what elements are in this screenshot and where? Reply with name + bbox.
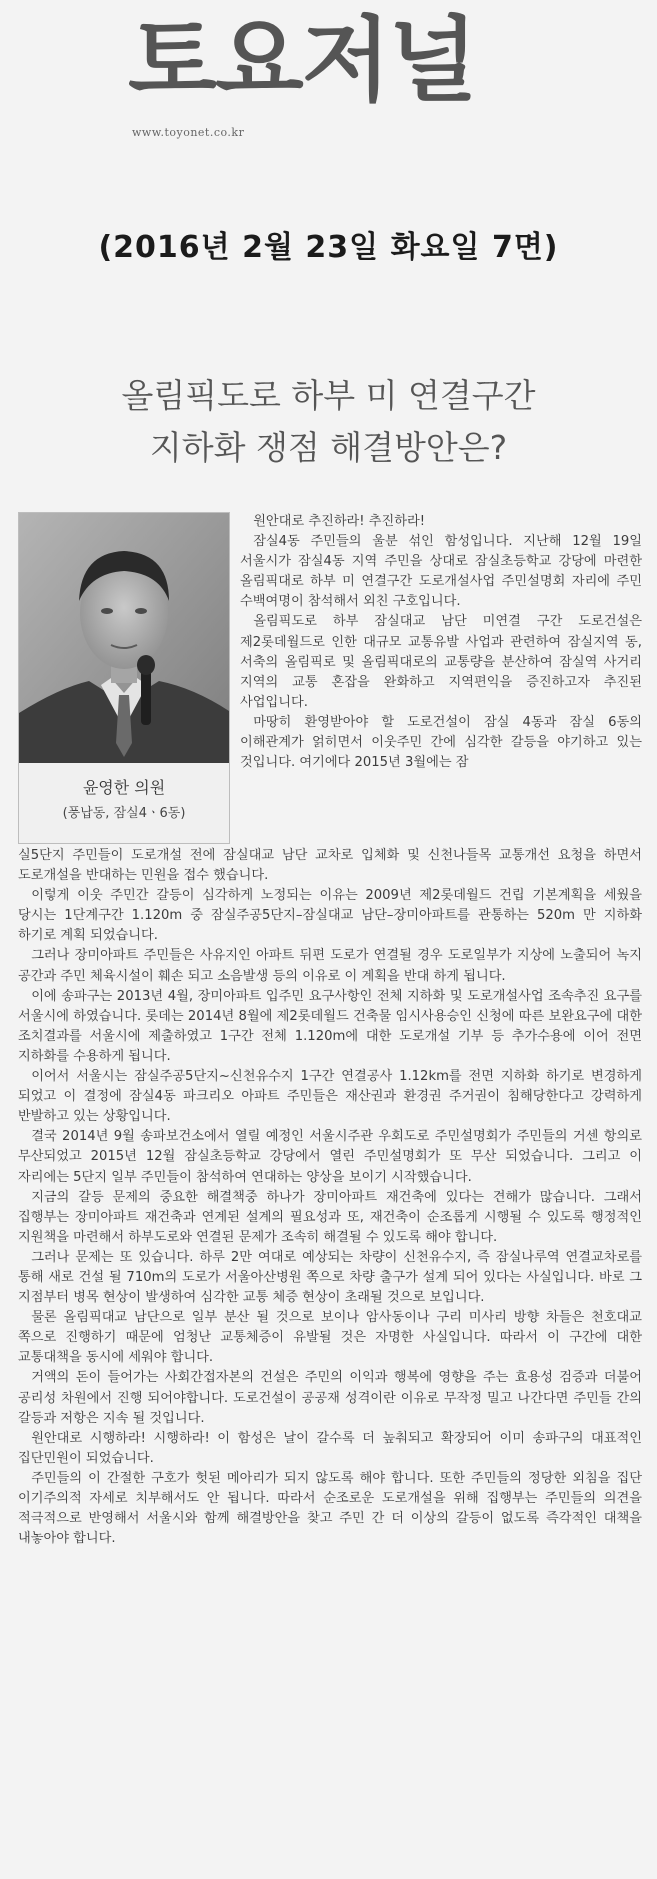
article-full-width xyxy=(18,846,642,1871)
article-right-column xyxy=(240,512,642,846)
headline-line-2: 지하화 쟁점 해결방안은? xyxy=(149,428,508,467)
headline xyxy=(0,370,657,474)
article-paragraph: 물론 올림픽대교 남단으로 일부 분산 될 것으로 보이나 암사동이나 구리 미사리 방향 차들은 천호대교 쪽으로 진행하기 때문에 엄청난 교통체증이 유발될 것은 자명한 사실입니다. 따라서 이 구간에 대한 교통대책을 동시에 세워야 합니다. xyxy=(18,1310,642,1366)
article-paragraph: 원안대로 추진하라! 추진하라! xyxy=(253,514,426,529)
article-paragraph: 원안대로 시행하라! 시행하라! 이 함성은 날이 갈수록 더 높춰되고 확장되어 이미 송파구의 대표적인 집단민원이 되었습니다. xyxy=(18,1430,642,1466)
masthead xyxy=(0,0,657,150)
headline-line-1: 올림픽도로 하부 미 연결구간 xyxy=(121,376,536,415)
article-paragraph: 올림픽도로 하부 잠실대교 남단 미연결 구간 도로건설은 제2롯데월드로 인한 대규모 교통유발 사업과 관련하여 잠실지역 동, 서축의 올림픽로 및 올림픽대로의 교통량을 분산하여 잠실역 사거리 지역의 교통 혼잡을 완화하고 지역편익을 증진하고자 추진된 사업입니다. xyxy=(240,614,642,710)
article-paragraph: 이렇게 이웃 주민간 갈등이 심각하게 노정되는 이유는 2009년 제2롯데월드 건립 기본계획을 세웠을 당시는 1단계구간 1.120m 중 잠실주공5단지–잠실대교 남단–장미아파트를 관통하는 520m 만 지하화 하기로 계획 되었습니다. xyxy=(18,888,642,944)
article-paragraph: 마땅히 환영받아야 할 도로건설이 잠실 4동과 잠실 6동의 이해관계가 얽히면서 이웃주민 간에 심각한 갈등을 야기하고 있는 것입니다. 여기에다 2015년 3월에는 잠 xyxy=(240,714,642,771)
article-paragraph: 이어서 서울시는 잠실주공5단지~신천유수지 1구간 연결공사 1.12km를 전면 지하화 하기로 변경하게 되었고 이 결정에 잠실4동 파크리오 아파트 주민들은 재산권과 환경권 주거권이 침해당한다고 강력하게 반발하고 있는 상황입니다. xyxy=(18,1069,642,1125)
article-paragraph: 그러나 장미아파트 주민들은 사유지인 아파트 뒤편 도로가 연결될 경우 도로일부가 지상에 노출되어 녹지 공간과 주민 체육시설이 훼손 되고 소음발생 등의 이유로 이 계획을 반대 하게 됩니다. xyxy=(18,948,642,984)
article-paragraph: 결국 2014년 9월 송파보건소에서 열릴 예정인 서울시주관 우회도로 주민설명회가 주민들의 거센 항의로 무산되었고 2015년 12월 잠실초등학교 강당에서 열린 주민설명회가 또 무산 되었습니다. 그리고 이 자리에는 5단지 일부 주민들이 참석하여 연대하는 양상을 보이기 시작했습니다. xyxy=(18,1129,642,1185)
article-paragraph: 잠실4동 주민들의 울분 섞인 함성입니다. 지난해 12월 19일 서울시가 잠실4동 지역 주민을 상대로 잠실초등학교 강당에 마련한 올림픽대로 하부 미 연결구간 도로개설사업 주민설명회 자리에 주민 수백여명이 참석해서 외친 구호입니다. xyxy=(240,534,642,610)
article-paragraph: 거액의 돈이 들어가는 사회간접자본의 건설은 주민의 이익과 행복에 영향을 주는 효용성 검증과 더불어 공리성 차원에서 진행 되어야합니다. 도로건설이 공공재 성격이란 이유로 무작정 밀고 나간다면 주민들 간의 갈등과 저항은 지속 될 것입니다. xyxy=(18,1370,642,1426)
article-paragraph: 실5단지 주민들이 도로개설 전에 잠실대교 남단 교차로 입체화 및 신천나들목 교통개선 요청을 하면서 도로개설을 반대하는 민원을 접수 했습니다. xyxy=(18,848,642,884)
article-paragraph: 이에 송파구는 2013년 4월, 장미아파트 입주민 요구사항인 전체 지하화 및 도로개설사업 조속추진 요구를 서울시에 하였습니다. 롯데는 2014년 8월에 제2롯데월드 건축물 임시사용승인 신청에 따른 보완요구에 대한 조치결과를 서울시에 제출하였고 1구간 전체 1.120m에 대한 도로개설 기부 등 추가수용에 이어 전면 지하화를 수용하게 됩니다. xyxy=(18,988,642,1064)
article-paragraph: 지금의 갈등 문제의 중요한 해결책중 하나가 장미아파트 재건축에 있다는 견해가 많습니다. 그래서 집행부는 장미아파트 재건축과 연계된 설계의 필요성과 또, 재건축이 순조롭게 시행될 수 있도록 행정적인 지원책을 마련해서 하부도로와 연결된 문제가 조속히 해결될 수 있도록 해야 합니다. xyxy=(18,1189,642,1245)
newspaper-logo: 토요저널 xyxy=(128,7,476,114)
article-paragraph: 주민들의 이 간절한 구호가 헛된 메아리가 되지 않도록 해야 합니다. 또한 주민들의 정당한 외침을 집단 이기주의적 자세로 치부해서도 안 됩니다. 따라서 순조로운 도로개설을 위해 집행부는 주민들의 의견을 적극적으로 반영해서 서울시와 함께 해결방안을 찾고 주민 간 더 이상의 갈등이 없도록 즉각적인 대책을 내놓아야 합니다. xyxy=(18,1470,642,1547)
portrait-photo xyxy=(19,513,229,763)
photo-caption-name: 윤영한 의원 xyxy=(82,778,166,797)
dateline: (2016년 2월 23일 화요일 7면) xyxy=(98,230,559,265)
portrait-box xyxy=(18,512,230,844)
photo-caption-affiliation: (풍납동, 잠실4ㆍ6동) xyxy=(62,806,186,821)
newspaper-url: www.toyonet.co.kr xyxy=(132,126,245,139)
article-paragraph: 그러나 문제는 또 있습니다. 하루 2만 여대로 예상되는 차량이 신천유수지, 즉 잠실나루역 연결교차로를 통해 새로 건설 될 710m의 도로가 서울아산병원 쪽으로 차량 출구가 설계 되어 있다는 사실입니다. 바로 그 지점부터 병목 현상이 발생하여 심각한 교통 체증 현상이 초래될 것으로 보입니다. xyxy=(18,1249,642,1306)
